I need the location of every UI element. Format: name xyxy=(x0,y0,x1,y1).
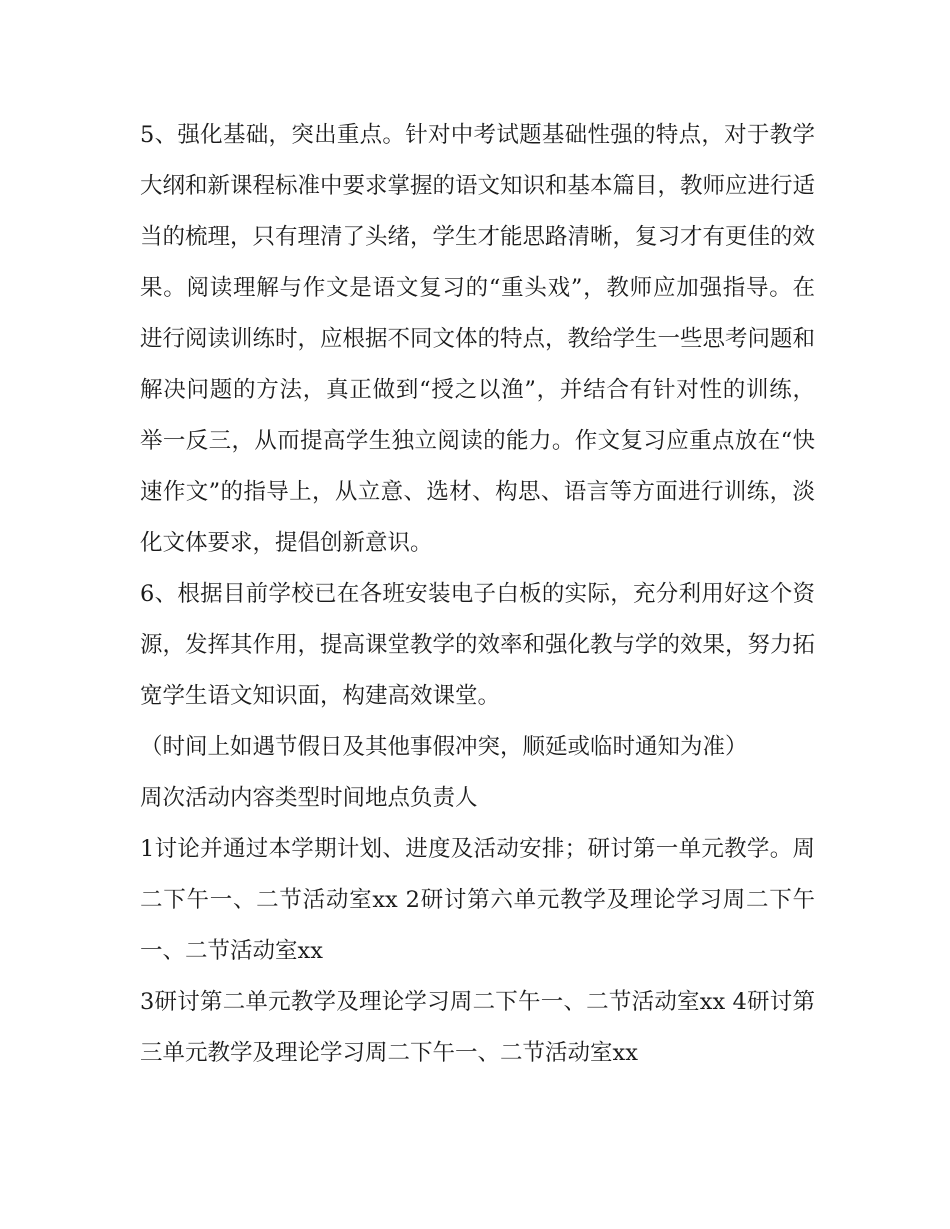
document-body xyxy=(140,110,815,1079)
schedule-rows-1-2: 1讨论并通过本学期计划、进度及活动安排；研讨第一单元教学。周二下午一、二节活动室xx 2研讨第六单元教学及理论学习周二下午一、二节活动室xx xyxy=(140,836,815,964)
paragraph-schedule-note: （时间上如遇节假日及其他事假冲突，顺延或临时通知为准） xyxy=(140,734,748,760)
schedule-rows-3-4: 3研讨第二单元教学及理论学习周二下午一、二节活动室xx 4研讨第三单元教学及理论学习周二下午一、二节活动室xx xyxy=(140,989,815,1066)
paragraph-strengthen-basics: 5、强化基础，突出重点。针对中考试题基础性强的特点，对于教学大纲和新课程标准中要求掌握的语文知识和基本篇目，教师应进行适当的梳理，只有理清了头绪，学生才能思路清晰，复习才有更佳的效果。阅读理解与作文是语文复习的“重头戏”，教师应加强指导。在进行阅读训练时，应根据不同文体的特点，教给学生一些思考问题和解决问题的方法，真正做到“授之以渔”，并结合有针对性的训练，举一反三，从而提高学生独立阅读的能力。作文复习应重点放在“快速作文”的指导上，从立意、选材、构思、语言等方面进行训练，淡化文体要求，提倡创新意识。 xyxy=(140,122,816,556)
schedule-header: 周次活动内容类型时间地点负责人 xyxy=(140,785,478,811)
paragraph-whiteboard-resources: 6、根据目前学校已在各班安装电子白板的实际，充分利用好这个资源，发挥其作用，提高课堂教学的效率和强化教与学的效果，努力拓宽学生语文知识面，构建高效课堂。 xyxy=(140,581,816,709)
